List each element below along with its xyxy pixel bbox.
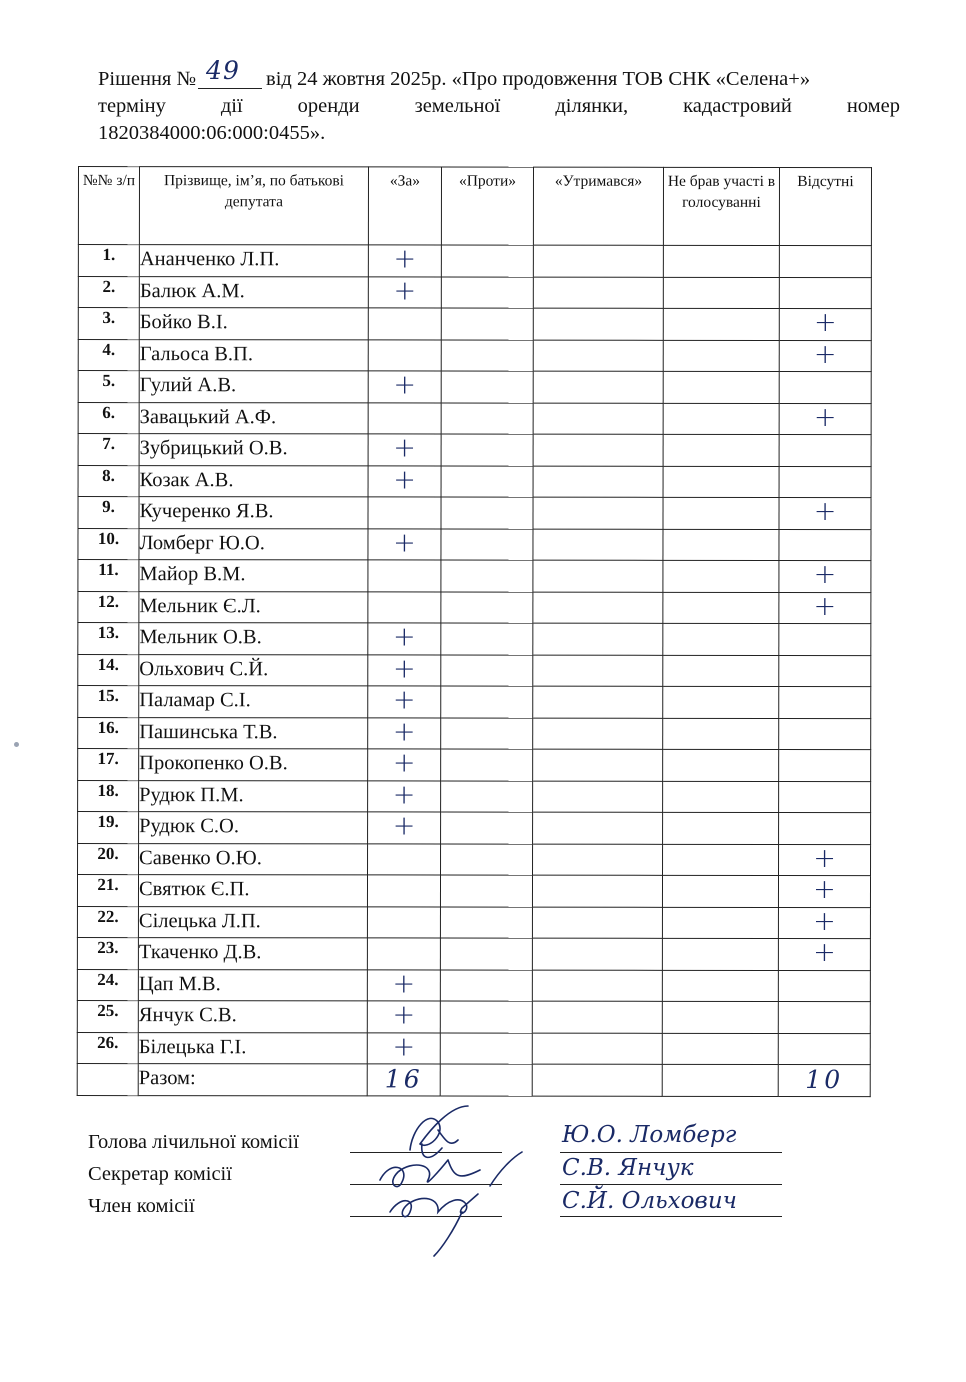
- signature-name-line-chair: [560, 1152, 782, 1153]
- vote-cell-for: [368, 245, 441, 277]
- row-number: 12.: [78, 591, 139, 623]
- vote-cell-not-voted: [663, 466, 779, 498]
- vote-mark-absent: +: [813, 874, 836, 906]
- row-number: 20.: [78, 843, 139, 875]
- vote-mark-absent: +: [813, 905, 836, 937]
- vote-cell-against: [441, 308, 533, 340]
- vote-cell-for: [368, 812, 441, 844]
- vote-cell-for: [368, 780, 441, 812]
- vote-cell-not-voted: [662, 1033, 778, 1065]
- vote-cell-absent: [779, 277, 871, 309]
- vote-cell-not-voted: [663, 686, 779, 718]
- vote-cell-against: [441, 844, 533, 876]
- vote-cell-for: [367, 875, 440, 907]
- vote-cell-abstained: [532, 1001, 662, 1033]
- vote-cell-abstained: [533, 245, 663, 277]
- vote-mark-absent: +: [813, 496, 837, 528]
- vote-cell-abstained: [533, 812, 663, 844]
- vote-cell-absent: [779, 308, 871, 340]
- vote-cell-for: [368, 654, 441, 686]
- vote-cell-absent: [779, 592, 871, 624]
- vote-cell-not-voted: [663, 497, 779, 529]
- vote-mark-for: +: [392, 1030, 416, 1062]
- row-number: 5.: [78, 371, 139, 403]
- vote-cell-absent: [779, 466, 871, 498]
- vote-mark-for: +: [392, 715, 416, 747]
- vote-cell-abstained: [533, 434, 663, 466]
- vote-cell-against: [441, 403, 533, 435]
- row-number: 21.: [77, 875, 138, 907]
- vote-cell-not-voted: [663, 277, 779, 309]
- table-row: [78, 276, 871, 309]
- vote-mark-for: +: [392, 778, 416, 810]
- row-number: 8.: [78, 465, 139, 497]
- col-header-name: Прізвище, ім’я, по батькові депутата: [139, 167, 368, 245]
- handwritten-signatures: [350, 1100, 540, 1260]
- deputy-name: Цап М.В.: [138, 969, 367, 1001]
- vote-cell-abstained: [533, 592, 663, 624]
- row-number: 25.: [77, 1000, 138, 1032]
- deputy-name: Мельник О.В.: [139, 623, 368, 655]
- table-row: [78, 686, 871, 719]
- vote-cell-for: [368, 497, 441, 529]
- vote-cell-not-voted: [663, 340, 779, 372]
- col-header-not-voted: Не брав участі в голосуванні: [663, 167, 779, 245]
- table-row: [78, 339, 871, 372]
- vote-cell-not-voted: [662, 970, 778, 1002]
- vote-cell-for: [368, 528, 441, 560]
- signature-role-chair: Голова лічильної комісії: [88, 1131, 299, 1153]
- vote-mark-absent: +: [813, 559, 837, 591]
- vote-mark-for: +: [393, 463, 416, 495]
- vote-cell-absent: [778, 970, 870, 1002]
- deputy-name: Савенко О.Ю.: [139, 843, 368, 875]
- vote-cell-absent: [778, 938, 870, 970]
- vote-cell-for: [367, 906, 440, 938]
- vote-cell-against: [441, 812, 533, 844]
- vote-cell-for: [368, 371, 441, 403]
- vote-cell-for: [368, 686, 441, 718]
- table-row: [78, 465, 871, 498]
- vote-mark-absent: +: [813, 937, 836, 969]
- row-number: 7.: [78, 434, 139, 466]
- table-row: [78, 497, 871, 530]
- vote-cell-abstained: [533, 497, 663, 529]
- col-header-num: №№ з/п: [78, 167, 139, 245]
- table-row: [78, 717, 871, 750]
- vote-mark-for: +: [392, 999, 416, 1031]
- vote-cell-against: [441, 497, 533, 529]
- vote-cell-absent: [779, 529, 871, 561]
- vote-cell-absent: [778, 1033, 870, 1065]
- vote-cell-absent: [778, 907, 870, 939]
- row-number: 14.: [78, 654, 139, 686]
- scan-speck: [14, 742, 19, 747]
- vote-cell-abstained: [532, 970, 662, 1002]
- header-line-3: 1820384000:06:000:0455».: [98, 122, 326, 144]
- table-row: [78, 371, 871, 404]
- col-header-against: «Проти»: [441, 167, 533, 245]
- row-number: 23.: [77, 937, 138, 969]
- table-row: [77, 969, 870, 1002]
- vote-cell-absent: [779, 497, 871, 529]
- header-line-1: [98, 56, 900, 93]
- vote-cell-for: [367, 969, 440, 1001]
- table-row: [78, 749, 871, 782]
- deputy-name: Рудюк П.М.: [139, 780, 368, 812]
- vote-cell-against: [441, 623, 533, 655]
- table-body: [77, 245, 871, 1065]
- deputy-name: Завацький А.Ф.: [139, 402, 368, 434]
- vote-cell-not-voted: [663, 434, 779, 466]
- vote-cell-absent: [779, 844, 871, 876]
- vote-mark-for: +: [393, 243, 417, 275]
- header-word: терміну: [98, 95, 166, 117]
- vote-cell-absent: [779, 371, 871, 403]
- deputy-name: Паламар С.І.: [139, 686, 368, 718]
- vote-cell-not-voted: [663, 718, 779, 750]
- vote-cell-against: [440, 938, 532, 970]
- vote-cell-absent: [779, 560, 871, 592]
- vote-cell-not-voted: [663, 308, 779, 340]
- col-header-absent: Відсутні: [779, 167, 871, 245]
- vote-mark-for: +: [392, 810, 416, 842]
- total-absent-cell: [778, 1064, 870, 1096]
- table-row: [78, 591, 871, 624]
- vote-cell-against: [441, 529, 533, 561]
- total-for: 16: [384, 1064, 423, 1094]
- vote-cell-abstained: [533, 466, 663, 498]
- vote-cell-abstained: [533, 371, 663, 403]
- vote-mark-absent: +: [813, 338, 837, 370]
- vote-cell-absent: [779, 718, 871, 750]
- vote-mark-for: +: [393, 621, 416, 653]
- signature-role-secretary: Секретар комісії: [88, 1163, 232, 1185]
- header-word: дії: [220, 95, 243, 117]
- vote-mark-absent: +: [813, 590, 837, 622]
- vote-cell-abstained: [532, 1033, 662, 1065]
- header-line-2: [98, 93, 900, 120]
- total-row: [77, 1063, 870, 1096]
- deputy-name: Сілецька Л.П.: [138, 906, 367, 938]
- vote-cell-absent: [779, 749, 871, 781]
- deputy-name: Бойко В.І.: [139, 308, 368, 340]
- header-word: оренди: [297, 95, 360, 117]
- row-number: 19.: [78, 812, 139, 844]
- vote-cell-for: [368, 843, 441, 875]
- vote-cell-against: [440, 1001, 532, 1033]
- vote-cell-against: [441, 781, 533, 813]
- vote-cell-not-voted: [662, 938, 778, 970]
- table-row: [78, 308, 871, 341]
- vote-cell-abstained: [533, 277, 663, 309]
- vote-cell-for: [367, 1032, 440, 1064]
- vote-cell-against: [441, 718, 533, 750]
- signature-name-line-secretary: [560, 1184, 782, 1185]
- deputy-name: Ткаченко Д.В.: [138, 938, 367, 970]
- vote-cell-not-voted: [663, 592, 779, 624]
- vote-mark-absent: +: [813, 307, 837, 339]
- vote-cell-absent: [779, 245, 871, 277]
- vote-mark-for: +: [392, 652, 416, 684]
- table-row: [78, 434, 871, 467]
- vote-cell-abstained: [533, 686, 663, 718]
- vote-cell-abstained: [532, 907, 662, 939]
- vote-cell-against: [440, 1033, 532, 1065]
- row-number: 16.: [78, 717, 139, 749]
- vote-cell-against: [441, 466, 533, 498]
- col-header-abstained: «Утримався»: [533, 167, 663, 245]
- vote-cell-against: [441, 560, 533, 592]
- deputy-name: Гальоса В.П.: [139, 339, 368, 371]
- vote-cell-not-voted: [663, 655, 779, 687]
- table-header-row: [78, 167, 871, 246]
- deputy-name: Балюк А.М.: [139, 276, 368, 308]
- vote-cell-absent: [779, 340, 871, 372]
- total-not-voted-cell: [662, 1064, 778, 1096]
- deputy-name: Козак А.В.: [139, 465, 368, 497]
- vote-cell-for: [368, 717, 441, 749]
- deputy-name: Ломберг Ю.О.: [139, 528, 368, 560]
- row-number: 1.: [78, 245, 139, 277]
- vote-cell-for: [367, 1001, 440, 1033]
- vote-cell-against: [441, 277, 533, 309]
- row-number: 13.: [78, 623, 139, 655]
- table-row: [78, 812, 871, 845]
- total-for-cell: [367, 1064, 440, 1096]
- vote-mark-for: +: [393, 432, 416, 464]
- vote-cell-not-voted: [662, 907, 778, 939]
- vote-cell-abstained: [533, 308, 663, 340]
- decision-prefix: Рішення №: [98, 68, 197, 90]
- table-row: [78, 623, 871, 656]
- vote-cell-for: [368, 560, 441, 592]
- vote-cell-absent: [779, 434, 871, 466]
- row-number: 11.: [78, 560, 139, 592]
- table-row: [78, 780, 871, 813]
- vote-cell-for: [368, 276, 441, 308]
- vote-cell-absent: [779, 812, 871, 844]
- vote-cell-abstained: [533, 529, 663, 561]
- vote-cell-against: [441, 592, 533, 624]
- vote-cell-for: [367, 938, 440, 970]
- total-label: Разом:: [138, 1064, 367, 1096]
- vote-mark-for: +: [392, 684, 416, 716]
- row-number: 18.: [78, 780, 139, 812]
- vote-cell-not-voted: [663, 623, 779, 655]
- vote-cell-against: [441, 434, 533, 466]
- vote-mark-absent: +: [813, 401, 837, 433]
- vote-cell-against: [440, 875, 532, 907]
- table-row: [77, 875, 870, 908]
- table-row: [78, 245, 871, 278]
- vote-mark-for: +: [393, 369, 417, 401]
- vote-mark-for: +: [393, 274, 417, 306]
- row-number: 24.: [77, 969, 138, 1001]
- deputy-name: Рудюк С.О.: [139, 812, 368, 844]
- row-number: 6.: [78, 402, 139, 434]
- vote-cell-absent: [779, 781, 871, 813]
- header-word: земельної: [414, 95, 501, 117]
- deputy-name: Янчук С.В.: [138, 1001, 367, 1033]
- vote-mark-for: +: [392, 747, 416, 779]
- table-row: [77, 906, 870, 939]
- row-number: 2.: [78, 276, 139, 308]
- signature-name-secretary: С.В. Янчук: [562, 1155, 694, 1181]
- deputy-name: Святюк Є.П.: [138, 875, 367, 907]
- vote-cell-for: [368, 465, 441, 497]
- total-absent: 10: [805, 1065, 844, 1095]
- vote-cell-for: [368, 591, 441, 623]
- vote-cell-abstained: [533, 655, 663, 687]
- voting-table: [77, 166, 872, 1097]
- vote-cell-absent: [779, 403, 871, 435]
- vote-cell-abstained: [533, 340, 663, 372]
- vote-cell-not-voted: [663, 844, 779, 876]
- decision-number: 49: [206, 56, 240, 85]
- row-number: 10.: [78, 528, 139, 560]
- signature-name-chair: Ю.О. Ломберг: [562, 1122, 737, 1148]
- table-row: [78, 560, 871, 593]
- vote-cell-abstained: [533, 560, 663, 592]
- table-row: [78, 654, 871, 687]
- deputy-name: Кучеренко Я.В.: [139, 497, 368, 529]
- vote-cell-for: [368, 749, 441, 781]
- row-number: 9.: [78, 497, 139, 529]
- vote-cell-not-voted: [663, 781, 779, 813]
- vote-cell-not-voted: [663, 245, 779, 277]
- decision-title-start: від 24 жовтня 2025р. «Про продовження ТОВ СНК «Селена+»: [266, 68, 811, 90]
- vote-cell-for: [368, 308, 441, 340]
- col-header-for: «За»: [368, 167, 441, 245]
- vote-cell-absent: [779, 686, 871, 718]
- vote-cell-abstained: [533, 718, 663, 750]
- vote-cell-against: [441, 371, 533, 403]
- vote-cell-not-voted: [662, 1001, 778, 1033]
- deputy-name: Білецька Г.І.: [138, 1032, 367, 1064]
- vote-cell-abstained: [533, 403, 663, 435]
- header-word: ділянки,: [555, 95, 629, 117]
- vote-mark-for: +: [392, 967, 416, 999]
- deputy-name: Зубрицький О.В.: [139, 434, 368, 466]
- deputy-name: Майор В.М.: [139, 560, 368, 592]
- vote-cell-abstained: [533, 623, 663, 655]
- vote-cell-abstained: [533, 844, 663, 876]
- vote-mark-absent: +: [813, 842, 836, 874]
- deputy-name: Пашинська Т.В.: [139, 717, 368, 749]
- table-row: [77, 937, 870, 970]
- vote-cell-abstained: [533, 749, 663, 781]
- vote-cell-against: [441, 655, 533, 687]
- row-number: 3.: [78, 308, 139, 340]
- total-against-cell: [440, 1064, 532, 1096]
- header-word: кадастровий: [683, 95, 792, 117]
- signature-roles: [88, 1126, 299, 1222]
- decision-header: [98, 56, 900, 147]
- vote-mark-for: +: [393, 526, 416, 558]
- total-num-cell: [77, 1063, 138, 1095]
- vote-cell-abstained: [532, 875, 662, 907]
- vote-cell-for: [368, 623, 441, 655]
- vote-cell-not-voted: [663, 403, 779, 435]
- vote-cell-abstained: [533, 781, 663, 813]
- vote-cell-not-voted: [662, 875, 778, 907]
- row-number: 15.: [78, 686, 139, 718]
- vote-cell-absent: [778, 1001, 870, 1033]
- deputy-name: Прокопенко О.В.: [139, 749, 368, 781]
- vote-cell-not-voted: [663, 529, 779, 561]
- vote-cell-not-voted: [663, 749, 779, 781]
- table-row: [78, 402, 871, 435]
- header-word: номер: [846, 95, 900, 117]
- vote-cell-not-voted: [663, 371, 779, 403]
- signature-name-line-member: [560, 1216, 782, 1217]
- vote-cell-against: [441, 245, 533, 277]
- vote-cell-abstained: [532, 938, 662, 970]
- deputy-name: Ольхович С.Й.: [139, 654, 368, 686]
- deputy-name: Гулий А.В.: [139, 371, 368, 403]
- table-row: [77, 1032, 870, 1065]
- signature-role-member: Член комісії: [88, 1195, 195, 1217]
- vote-cell-not-voted: [663, 812, 779, 844]
- row-number: 4.: [78, 339, 139, 371]
- vote-cell-absent: [778, 875, 870, 907]
- row-number: 26.: [77, 1032, 138, 1064]
- vote-cell-against: [440, 970, 532, 1002]
- deputy-name: Ананченко Л.П.: [139, 245, 368, 277]
- vote-cell-for: [368, 339, 441, 371]
- vote-cell-against: [441, 749, 533, 781]
- vote-cell-absent: [779, 623, 871, 655]
- vote-cell-against: [440, 907, 532, 939]
- decision-number-blank: [198, 56, 262, 89]
- table-row: [77, 1000, 870, 1033]
- vote-cell-for: [368, 402, 441, 434]
- total-abstained-cell: [532, 1064, 662, 1096]
- signature-name-member: С.Й. Ольхович: [562, 1188, 737, 1214]
- vote-cell-absent: [779, 655, 871, 687]
- row-number: 17.: [78, 749, 139, 781]
- table-row: [78, 528, 871, 561]
- row-number: 22.: [77, 906, 138, 938]
- vote-cell-against: [441, 340, 533, 372]
- vote-cell-not-voted: [663, 560, 779, 592]
- vote-cell-against: [441, 686, 533, 718]
- vote-cell-for: [368, 434, 441, 466]
- deputy-name: Мельник Є.Л.: [139, 591, 368, 623]
- table-row: [78, 843, 871, 876]
